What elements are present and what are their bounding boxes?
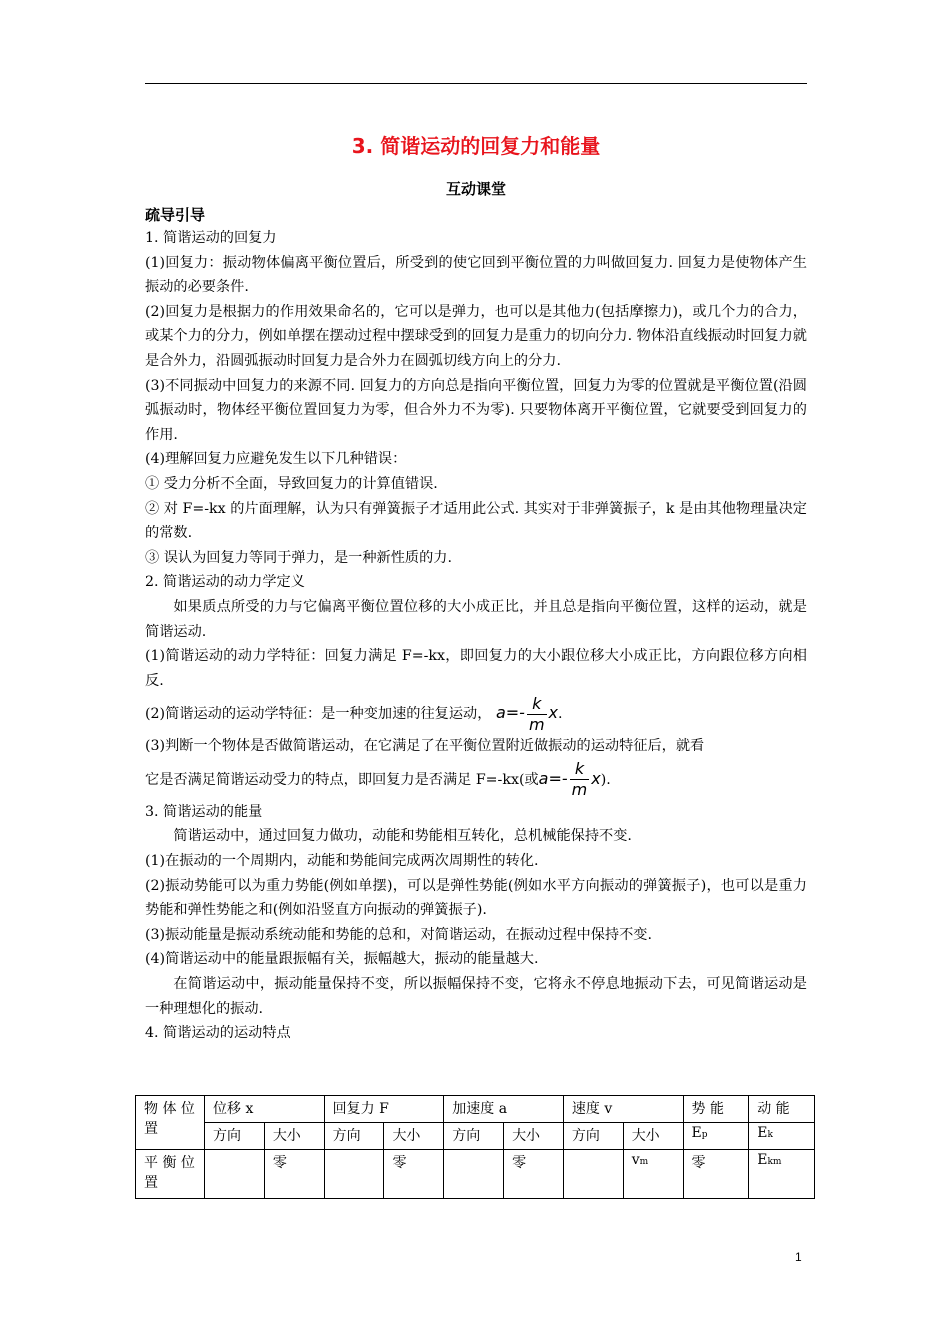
fraction-k-over-m: [527, 693, 547, 734]
paragraph-11: (1)在振动的一个周期内，动能和势能间完成两次周期性的转化.: [145, 853, 539, 870]
table-cell: [324, 1150, 384, 1199]
paragraph-9: [145, 759, 807, 800]
paragraph-12: (2)振动势能可以为重力势能(例如单摆)，可以是弹性势能(例如水平方向振动的弹簧振子)，也可以是重力势能和弹性势能之和(例如沿竖直方向振动的弹簧振子).: [145, 877, 807, 919]
heading-3: 3. 简谐运动的能量: [145, 803, 263, 820]
document-subtitle: 互动课堂: [445, 180, 506, 198]
paragraph-15: 在简谐运动中，振动能量保持不变，所以振幅保持不变，它将永不停息地振动下去，可见简谐运动是一种理想化的振动.: [145, 976, 807, 1017]
math-period: .: [558, 706, 563, 723]
math-close: ).: [600, 771, 611, 788]
table-header-kinetic-energy: [749, 1096, 815, 1123]
fraction-k-over-m-2: [570, 761, 590, 798]
table-cell: [205, 1150, 265, 1199]
math-eq: =-: [505, 703, 525, 723]
error-item-1: ① 受力分析不全面，导致回复力的计算值错误.: [145, 475, 438, 492]
table-subheader-magnitude: 大小: [264, 1123, 324, 1150]
ekm-subscript: km: [767, 1157, 782, 1167]
math-x: x: [548, 703, 558, 723]
error-item-2: ② 对 F=-kx 的片面理解，认为只有弹簧振子才适用此公式. 其实对于非弹簧振子，k 是由其他物理量决定的常数.: [145, 500, 807, 542]
table-subheader-magnitude: 大小: [623, 1123, 683, 1150]
table-subheader-ep: [683, 1123, 749, 1150]
paragraph-2: (2)回复力是根据力的作用效果命名的，它可以是弹力，也可以是其他力(包括摩擦力)，或几个力的合力，或某个力的分力，例如单摆在摆动过程中摆球受到的回复力是重力的切向分力. 物体沿直线振动时回复力就是合外力，沿圆弧振动时回复力是合外力在圆弧切线方向上的分力.: [145, 303, 807, 369]
error-item-3: ③ 误认为回复力等同于弹力，是一种新性质的力.: [145, 549, 452, 566]
fraction-denominator-2: m: [571, 780, 588, 800]
heading-4: 4. 简谐运动的运动特点: [145, 1025, 291, 1042]
table-row: [136, 1150, 815, 1199]
paragraph-8: (3)判断一个物体是否做简谐运动，在它满足了在平衡位置附近做振动的运动特征后，就看: [145, 738, 705, 755]
table-cell: 零: [504, 1150, 564, 1199]
table-subheader-magnitude: 大小: [504, 1123, 564, 1150]
motion-characteristics-table: [135, 1095, 815, 1199]
paragraph-3: (3)不同振动中回复力的来源不同. 回复力的方向总是指向平衡位置，回复力为零的位置就是平衡位置(沿圆弧振动时，物体经平衡位置回复力为零，但合外力不为零). 只要物体离开平衡位置，它就要受到回复力的作用.: [145, 377, 807, 443]
table-subheader-ek: [749, 1123, 815, 1150]
table-cell: 零: [384, 1150, 444, 1199]
fraction-denominator: m: [528, 714, 545, 734]
heading-2: 2. 简谐运动的动力学定义: [145, 574, 305, 591]
paragraph-13: (3)振动能量是振动系统动能和势能的总和，对简谐运动，在振动过程中保持不变.: [145, 926, 652, 943]
kinetic-energy-label: 动 能: [757, 1101, 790, 1117]
table-subheader-row: [136, 1123, 815, 1150]
document-title: 3. 简谐运动的回复力和能量: [351, 134, 601, 158]
math-x-2: x: [591, 768, 601, 788]
table-subheader-direction: 方向: [444, 1123, 504, 1150]
math-a-2: a: [538, 768, 549, 788]
table-cell: [444, 1150, 504, 1199]
math-eq-2: =-: [548, 768, 568, 788]
paragraph-9-text: 它是否满足简谐运动受力的特点，即回复力是否满足 F=-kx(或: [145, 771, 539, 788]
paragraph-10: 简谐运动中，通过回复力做功，动能和势能相互转化，总机械能保持不变.: [173, 828, 632, 845]
vm-subscript: m: [639, 1157, 649, 1167]
table-subheader-magnitude: 大小: [384, 1123, 444, 1150]
table-cell-ekm: [749, 1150, 815, 1199]
table-subheader-direction: 方向: [563, 1123, 623, 1150]
paragraph-7-text: (2)简谐运动的运动学特征：是一种变加速的往复运动，: [145, 706, 492, 723]
table-subheader-direction: 方向: [205, 1123, 265, 1150]
fraction-numerator: k: [527, 696, 547, 715]
table-cell: 零: [264, 1150, 324, 1199]
table-subheader-direction: 方向: [324, 1123, 384, 1150]
paragraph-1: (1)回复力：振动物体偏离平衡位置后，所受到的使它回到平衡位置的力叫做回复力. 回复力是使物体产生振动的必要条件.: [145, 254, 807, 296]
section-heading: 疏导引导: [145, 206, 206, 224]
ek-symbol: E: [757, 1125, 768, 1141]
ep-symbol: E: [691, 1125, 702, 1141]
table-cell-equilibrium: 平 衡 位 置: [136, 1150, 205, 1199]
table-header-potential-energy: [683, 1096, 749, 1123]
potential-energy-label: 势 能: [691, 1101, 724, 1117]
paragraph-14: (4)简谐运动中的能量跟振幅有关，振幅越大，振动的能量越大.: [145, 951, 539, 968]
table-cell: [563, 1150, 623, 1199]
heading-1: 1. 简谐运动的回复力: [145, 230, 277, 246]
table-cell: 零: [683, 1150, 749, 1199]
math-a: a: [495, 703, 506, 723]
paragraph-7: [145, 693, 807, 734]
paragraph-6: (1)简谐运动的动力学特征：回复力满足 F=-kx，即回复力的大小跟位移大小成正比，方向跟位移方向相反.: [145, 648, 807, 689]
table-header-displacement: 位移 x: [205, 1096, 325, 1123]
table-header-row: [136, 1096, 815, 1123]
header-rule: [145, 83, 807, 84]
table-header-restoring-force: 回复力 F: [324, 1096, 444, 1123]
fraction-numerator-2: k: [570, 761, 590, 780]
table-header-position: 物 体 位置: [136, 1096, 205, 1150]
paragraph-4: (4)理解回复力应避免发生以下几种错误：: [145, 451, 407, 468]
ep-subscript: p: [701, 1130, 708, 1140]
page-number: 1: [795, 1250, 802, 1264]
ek-subscript: k: [767, 1130, 773, 1140]
document-body: [145, 226, 807, 1046]
table-header-velocity: 速度 v: [563, 1096, 683, 1123]
ekm-symbol: E: [757, 1152, 768, 1168]
table-cell-vm: [623, 1150, 683, 1199]
paragraph-5: 如果质点所受的力与它偏离平衡位置位移的大小成正比，并且总是指向平衡位置，这样的运动，就是简谐运动.: [145, 598, 807, 640]
vm-symbol: v: [631, 1152, 640, 1168]
table-header-acceleration: 加速度 a: [444, 1096, 564, 1123]
